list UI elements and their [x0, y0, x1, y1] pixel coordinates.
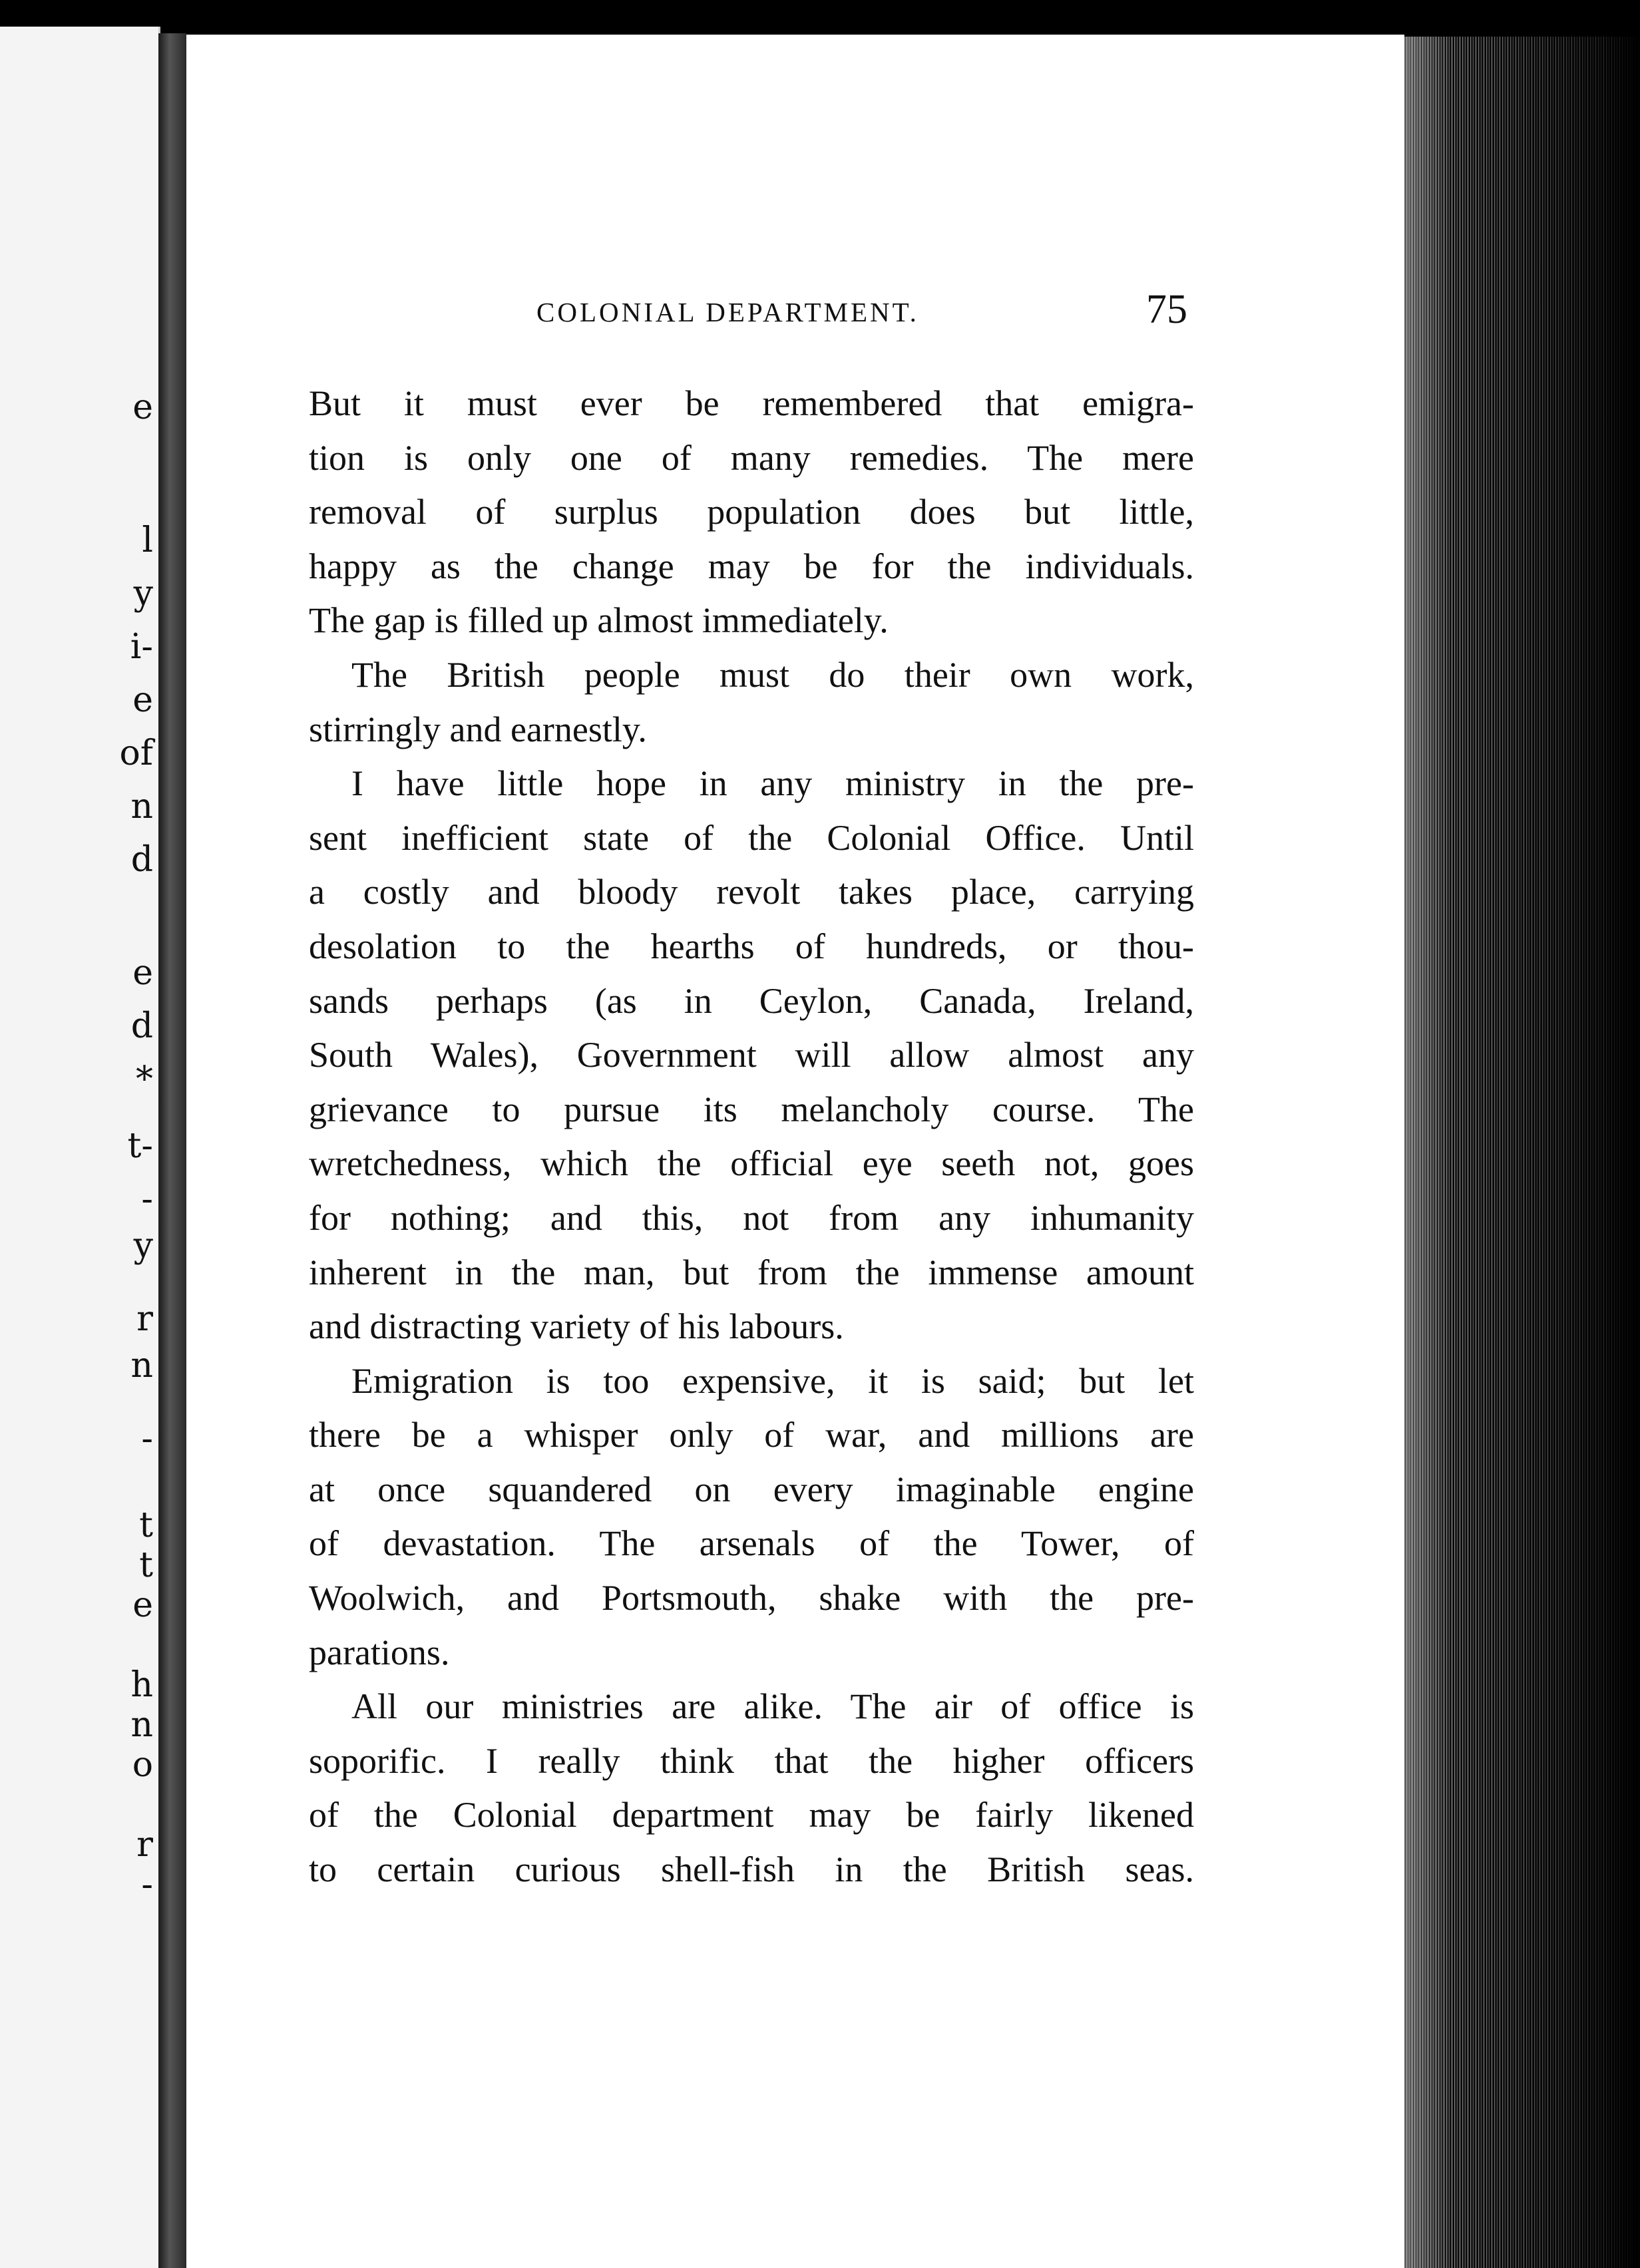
left-page-fragment: -: [141, 1865, 153, 1905]
text-line: grievance to pursue its melancholy course. The: [309, 1089, 1194, 1129]
text-line: The gap is filled up almost immediately.: [309, 600, 889, 641]
text-line: there be a whisper only of war, and millions are: [309, 1415, 1194, 1455]
left-page-fragment: -: [141, 1419, 153, 1459]
page-edges-shadow: [1404, 37, 1640, 2268]
text-line: removal of surplus population does but little,: [309, 492, 1194, 532]
left-page-fragment: r: [136, 1825, 153, 1865]
left-page-fragment: y: [133, 574, 153, 614]
text-line: stirringly and earnestly.: [309, 709, 647, 749]
text-line: desolation to the hearths of hundreds, or thou-: [309, 926, 1194, 966]
text-line: soporific. I really think that the higher officers: [309, 1740, 1194, 1781]
left-page-fragment: d: [130, 1006, 153, 1046]
text-line: Emigration is too expensive, it is said; but let: [351, 1360, 1194, 1401]
left-page-fragment: of: [119, 733, 153, 773]
text-line: The British people must do their own work,: [351, 654, 1194, 695]
left-page-fragment: *: [136, 1059, 153, 1099]
text-line: to certain curious shell-fish in the British seas.: [309, 1849, 1194, 1890]
text-line: parations.: [309, 1632, 450, 1672]
left-page-fragment: n: [130, 1705, 153, 1745]
left-page-fragment: y: [133, 1226, 153, 1266]
left-page-fragment: e: [132, 1585, 153, 1625]
text-line: inherent in the man, but from the immense amount: [309, 1252, 1194, 1292]
text-line: sent inefficient state of the Colonial Office. Until: [309, 817, 1194, 858]
left-page-fragment: -: [141, 1179, 153, 1219]
left-page-fragment: l: [142, 520, 153, 560]
text-line: But it must ever be remembered that emigra-: [309, 383, 1194, 423]
page-number: 75: [1146, 287, 1187, 332]
text-line: of devastation. The arsenals of the Tower, of: [309, 1523, 1194, 1564]
book-gutter: [158, 33, 186, 2268]
text-line: All our ministries are alike. The air of office is: [351, 1686, 1194, 1727]
left-page-fragment: e: [132, 953, 153, 993]
left-page-fragment: n: [130, 787, 153, 827]
text-line: a costly and bloody revolt takes place, carrying: [309, 872, 1194, 912]
left-page-fragment: d: [130, 840, 153, 880]
left-page-fragment: i-: [130, 627, 153, 667]
text-line: of the Colonial department may be fairly likened: [309, 1795, 1194, 1835]
text-line: South Wales), Government will allow almost any: [309, 1035, 1194, 1075]
left-page-fragment: n: [130, 1346, 153, 1386]
text-line: and distracting variety of his labours.: [309, 1306, 844, 1347]
left-page-fragment: t: [139, 1545, 153, 1585]
text-line: happy as the change may be for the individuals.: [309, 546, 1194, 586]
left-page-fragment: h: [130, 1665, 153, 1705]
left-page-fragment: e: [132, 680, 153, 720]
left-page-fragment: e: [132, 387, 153, 427]
left-page-fragment: o: [132, 1745, 153, 1785]
text-line: Woolwich, and Portsmouth, shake with the pre-: [309, 1578, 1194, 1618]
left-page-fragment: r: [136, 1299, 153, 1339]
text-line: for nothing; and this, not from any inhumanity: [309, 1197, 1194, 1238]
left-page-fragment: t: [139, 1505, 153, 1545]
body-text: [309, 377, 1194, 1897]
text-line: tion is only one of many remedies. The mere: [309, 437, 1194, 478]
left-facing-page: [0, 27, 160, 2268]
text-line: I have little hope in any ministry in the pre-: [351, 763, 1194, 804]
text-line: sands perhaps (as in Ceylon, Canada, Ireland,: [309, 980, 1194, 1021]
left-page-fragment: t-: [127, 1126, 153, 1166]
text-line: at once squandered on every imaginable engine: [309, 1469, 1194, 1509]
running-head: COLONIAL DEPARTMENT.: [536, 297, 919, 327]
text-line: wretchedness, which the official eye seeth not, goes: [309, 1143, 1194, 1184]
